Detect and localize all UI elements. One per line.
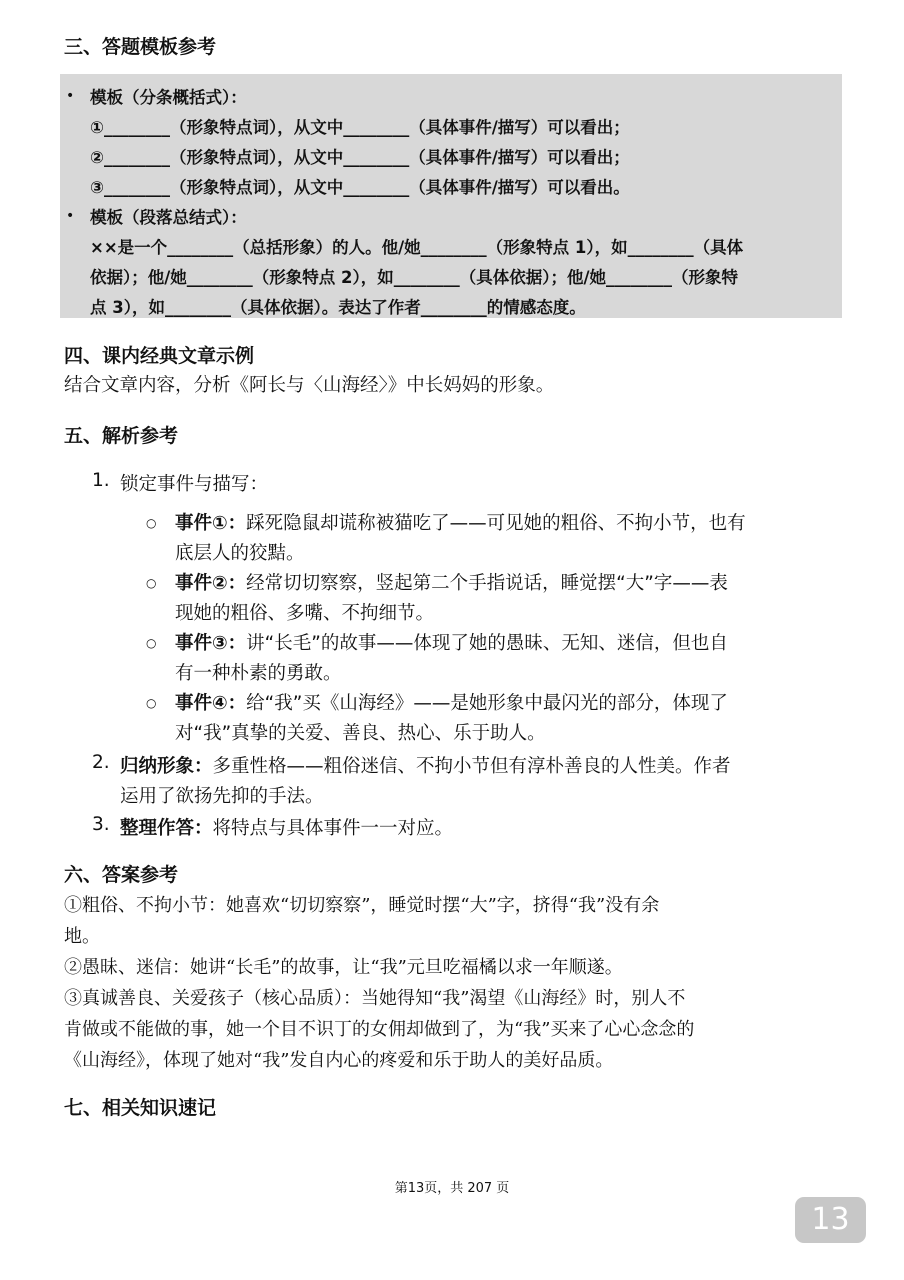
event-label: 事件①： (175, 513, 247, 534)
item-label: 归纳形象： (120, 756, 213, 777)
template-1-line: ②________（形象特点词），从文中________（具体事件/描写）可以看出； (90, 148, 630, 167)
event-label: 事件②： (175, 573, 247, 594)
event-text: 讲“长毛”的故事——体现了她的愚昧、无知、迷信，但也自 (246, 633, 728, 654)
template-1-line: ③________（形象特点词），从文中________（具体事件/描写）可以看出。 (90, 178, 630, 197)
template-1-title: 模板（分条概括式）： (90, 88, 247, 107)
answer-line: 《山海经》，体现了她对“我”发自内心的疼爱和乐于助人的美好品质。 (64, 1050, 614, 1071)
event-line (175, 569, 728, 595)
template-2-line: 依据）；他/她________（形象特点 2），如________（具体依据）；他/她________（形象特 (90, 268, 739, 287)
event-line (175, 689, 728, 715)
section-3-title: 三、答题模板参考 (64, 36, 217, 58)
template-2-line: ××是一个________（总括形象）的人。他/她________（形象特点 1），如________（具体 (90, 238, 744, 257)
event-label: 事件④： (175, 693, 247, 714)
template-2-title: 模板（段落总结式）： (90, 208, 247, 227)
event-text: 踩死隐鼠却谎称被猫吃了——可见她的粗俗、不拘小节，也有 (246, 513, 746, 534)
event-text: 经常切切察察，竖起第二个手指说话，睡觉摆“大”字——表 (246, 573, 728, 594)
list-number: 3. (92, 814, 110, 835)
event-line (175, 629, 728, 655)
answer-line: ③真诚善良、关爱孩子（核心品质）：当她得知“我”渴望《山海经》时，别人不 (64, 988, 686, 1009)
event-line-cont: 底层人的狡黠。 (175, 543, 305, 564)
list-number: 2. (92, 752, 110, 773)
analysis-item-2 (120, 752, 731, 778)
event-line-cont: 对“我”真挚的关爱、善良、热心、乐于助人。 (175, 723, 546, 744)
analysis-item-3 (120, 814, 453, 840)
item-text: 将特点与具体事件一一对应。 (212, 818, 454, 839)
section-5-title: 五、解析参考 (64, 425, 179, 447)
template-1-line: ①________（形象特点词），从文中________（具体事件/描写）可以看出； (90, 118, 630, 137)
section-7-title: 七、相关知识速记 (64, 1097, 217, 1119)
bullet: • (66, 208, 75, 224)
section-6-title: 六、答案参考 (64, 864, 179, 886)
page-number-badge: 13 (795, 1197, 866, 1243)
answer-line: ②愚昧、迷信：她讲“长毛”的故事，让“我”元旦吃福橘以求一年顺遂。 (64, 957, 623, 978)
list-number: 1. (92, 470, 110, 491)
page-footer: 第13页，共 207 页 (394, 1181, 510, 1196)
analysis-item-2-cont: 运用了欲扬先抑的手法。 (120, 786, 324, 807)
template-2-line: 点 3），如________（具体依据）。表达了作者________的情感态度。 (90, 298, 586, 317)
sub-bullet: ○ (146, 636, 157, 650)
item-label: 整理作答： (120, 818, 213, 839)
answer-line: ①粗俗、不拘小节：她喜欢“切切察察”，睡觉时摆“大”字，挤得“我”没有余 (64, 895, 660, 916)
bullet: • (66, 88, 75, 104)
answer-line: 肯做或不能做的事，她一个目不识丁的女佣却做到了，为“我”买来了心心念念的 (64, 1019, 695, 1040)
sub-bullet: ○ (146, 696, 157, 710)
event-label: 事件③： (175, 633, 247, 654)
event-text: 给“我”买《山海经》——是她形象中最闪光的部分，体现了 (246, 693, 728, 714)
section-4-title: 四、课内经典文章示例 (64, 345, 255, 367)
event-line (175, 509, 746, 535)
sub-bullet: ○ (146, 576, 157, 590)
item-text: 多重性格——粗俗迷信、不拘小节但有淳朴善良的人性美。作者 (212, 756, 731, 777)
event-line-cont: 现她的粗俗、多嘴、不拘细节。 (175, 603, 435, 624)
answer-line: 地。 (64, 926, 100, 947)
example-text: 结合文章内容，分析《阿长与〈山海经〉》中长妈妈的形象。 (64, 375, 555, 396)
analysis-item-1: 锁定事件与描写： (120, 474, 269, 495)
sub-bullet: ○ (146, 516, 157, 530)
event-line-cont: 有一种朴素的勇敢。 (175, 663, 342, 684)
